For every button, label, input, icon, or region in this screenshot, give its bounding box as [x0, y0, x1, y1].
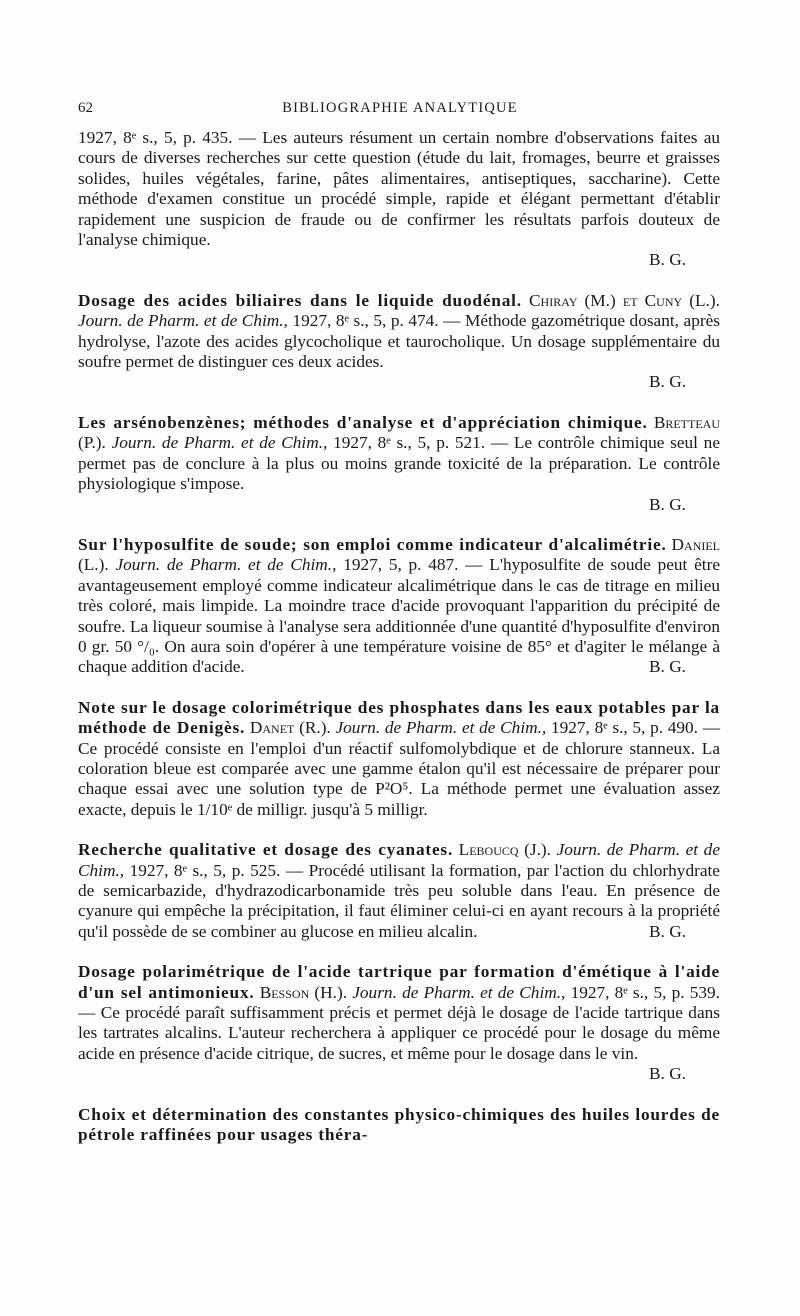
entry-title: Recherche qualitative et dosage des cyanates. — [78, 840, 454, 860]
bibliography-entry — [78, 840, 720, 942]
entry-text: Méthode gazométrique dosant, après hydrolyse, l'azote des acides glycocholique et taurocholique. Un dosage supplémentaire du soufre permet de distinguer ces deux acides. — [78, 311, 720, 372]
entry-authors: Bretteau (P.). — [78, 412, 720, 453]
entry-authors: Chiray (M.) et Cuny (L.). — [529, 290, 720, 310]
entry-signature: B. G. — [649, 250, 686, 270]
entry-journal: Journ. de Pharm. et de Chim., — [78, 311, 288, 331]
body-column — [78, 128, 720, 1145]
entry-citation: 1927, 8ᵉ s., 5, p. 525. — — [129, 860, 304, 880]
entry-citation: 1927, 8ᵉ s., 5, p. 490. — — [550, 718, 720, 738]
entry-authors: Besson (H.). — [259, 982, 348, 1002]
entry-journal: Journ. de Pharm. et de Chim., — [352, 982, 566, 1002]
entry-title: Note sur le dosage colorimétrique des phosphates dans les eaux potables par la méthode de Denigès. — [78, 697, 720, 738]
entry-signature: B. G. — [649, 494, 686, 514]
entry-text: — Le contrôle chimique seul ne permet pas de conclure à la plus ou moins grande toxicité de la préparation. Le contrôle physiologique s'impose. — [78, 433, 720, 494]
entry-signature: B. G. — [649, 657, 686, 677]
entry-authors: Daniel (L.). — [78, 534, 720, 575]
bibliography-entry — [78, 962, 720, 1064]
entry-journal: Journ. de Pharm. et de Chim., — [115, 555, 337, 575]
entry-journal: Journ. de Pharm. et de Chim., — [335, 718, 547, 738]
entry-journal: Journ. de Pharm. et de Chim., — [78, 840, 720, 880]
entry-signature: B. G. — [649, 921, 686, 941]
entry-journal: Journ. de Pharm. et de Chim., — [111, 433, 328, 453]
entry-signature: B. G. — [649, 372, 686, 392]
entry-title: Dosage polarimétrique de l'acide tartrique par formation d'émétique à l'aide d'un sel antimonieux. — [78, 962, 720, 1002]
bibliography-entry — [78, 291, 720, 373]
bibliography-entry — [78, 698, 720, 820]
entry-text: Procédé utilisant la formation, par l'action du chlorhydrate de semicarbazide, d'hydrazodicarbonamide très peu soluble dans l'eau. En présence de cyanure qui empêche la précipitation, il faut éliminer celui-ci en ayant recours à la propriété qu'il possède de se combiner au glucose en milieu alcalin. — [78, 860, 720, 941]
entry-citation: 1927, 8ᵉ s., 5, p. 539. — — [78, 982, 720, 1023]
page-header — [78, 98, 722, 118]
entry-text: Ce procédé paraît suffisamment précis et permet déjà le dosage de l'acide tartrique dans les tartrates alcalins. L'auteur recherchera à appliquer ce procédé pour le dosage du même acide en présence d'acide citrique, de sucres, et même pour le dosage dans le vin. — [78, 1003, 720, 1063]
entry-title: Sur l'hyposulfite de soude; son emploi comme indicateur d'alcalimétrie. — [78, 534, 667, 554]
entry-title: Dosage des acides biliaires dans le liquide duodénal. — [78, 290, 522, 310]
page-number: 62 — [78, 100, 93, 116]
entry-citation: 1927, 5, p. 487. — [343, 555, 459, 575]
entry-text: Ce procédé consiste en l'emploi d'un réactif sulfomolybdique et de chlorure stanneux. La coloration bleue est comparée avec une gamme étalon qu'il est nécessaire de préparer pour chaque essai avec une solution type de P²O⁵. La méthode permet une évaluation assez exacte, depuis le 1/10ᵉ de milligr. jusqu'à 5 milligr. — [78, 738, 720, 819]
entry-signature: B. G. — [649, 1064, 686, 1084]
entry-citation: 1927, 8ᵉ s., 5, p. 521. — [333, 433, 486, 453]
bibliography-entry — [78, 413, 720, 495]
entry-authors: Danet (R.). — [249, 718, 331, 738]
entry-title: Les arsénobenzènes; méthodes d'analyse et d'appréciation chimique. — [78, 412, 648, 432]
entry-citation: 1927, 8ᵉ s., 5, p. 474. — — [292, 311, 461, 331]
entry-continuation — [78, 128, 720, 250]
bibliography-entry — [78, 535, 720, 678]
entry-text: 1927, 8ᵉ s., 5, p. 435. — Les auteurs résument un certain nombre d'observations faites au cours de diverses recherches sur cette question (étude du lait, fromages, beurre et graisses solides, huiles végétales, farine, pâtes alimentaires, antiseptiques, saccharine). Cette méthode d'examen constitue un procédé simple, rapide et élégant permettant d'établir rapidement une suspicion de fraude ou de confirmer les résultats parfois douteux de l'analyse chimique. — [78, 128, 720, 250]
running-title: BIBLIOGRAPHIE ANALYTIQUE — [282, 100, 518, 116]
entry-authors: Leboucq (J.). — [458, 840, 551, 860]
entry-text: — L'hyposulfite de soude peut être avantageusement employé comme indicateur alcalimétrique dans le cas de titrage en milieu très coloré, mais limpide. La moindre trace d'acide provoquant l'apparition du précipité de soufre. La liqueur soumise à l'analyse sera additionnée d'une quantité d'hyposulfite d'environ 0 gr. 50 °/₀. On aura soin d'opérer à une température voisine de 85° et d'agiter le mélange à chaque addition d'acide. — [78, 555, 721, 677]
entry-title: Choix et détermination des constantes physico-chimiques des huiles lourdes de pétrole raffinées pour usages théra- — [78, 1104, 720, 1145]
bibliography-entry — [78, 1105, 720, 1146]
